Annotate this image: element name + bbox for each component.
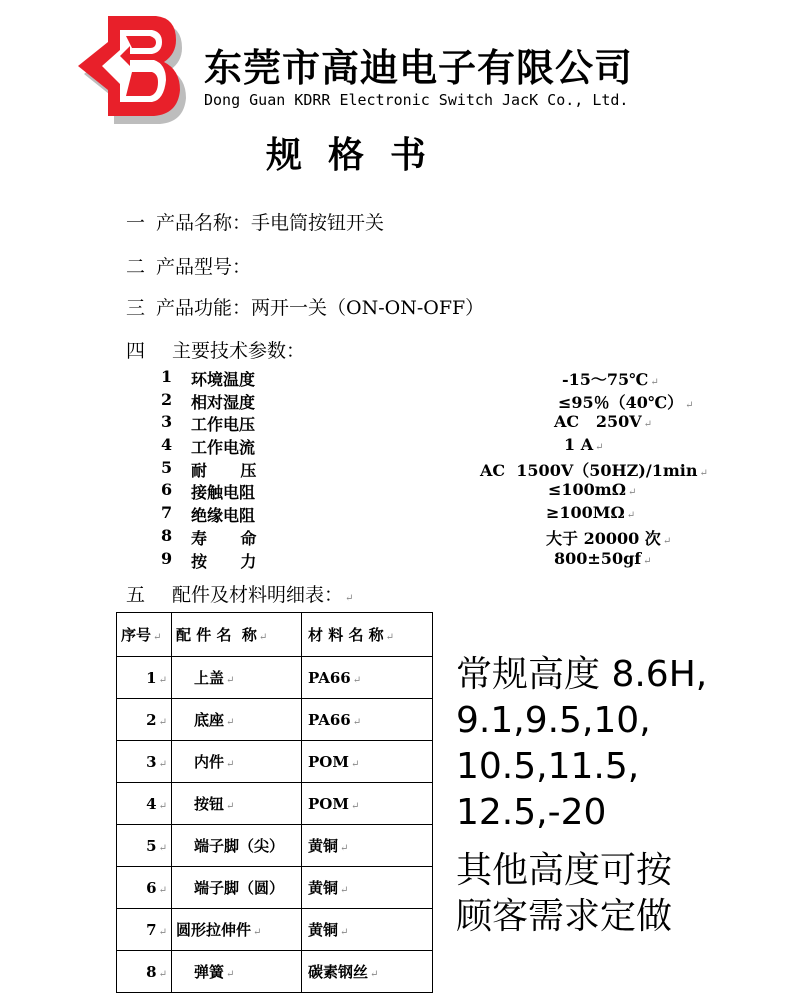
row-material: 黄铜 ↵: [302, 825, 433, 867]
row-no: 5 ↵: [117, 825, 172, 867]
row-material: PA66 ↵: [302, 699, 433, 741]
parameter-name: 按 力: [191, 551, 257, 571]
row-no: 3 ↵: [117, 741, 172, 783]
parameter-index: 2: [161, 389, 173, 409]
note-line: 12.5,-20: [456, 792, 607, 833]
parameter-name: 相对湿度: [191, 392, 256, 412]
section-number: 二: [126, 256, 146, 278]
parameter-value: AC 1500V（50HZ)/1min ↵: [480, 460, 708, 480]
row-material: 黄铜 ↵: [302, 867, 433, 909]
section-tech-params: [126, 336, 305, 363]
section-product-name: [126, 208, 384, 235]
parameter-name: 工作电压: [191, 415, 256, 435]
note-line: 顾客需求定做: [456, 896, 673, 937]
row-no: 7 ↵: [117, 909, 172, 951]
parameter-row: [158, 390, 698, 413]
parameter-name: 接触电阻: [191, 483, 256, 503]
section-text: 配件及材料明细表：: [172, 584, 344, 606]
section-number: 四: [126, 340, 146, 362]
company-name-en: Dong Guan KDRR Electronic Switch JacK Co., Ltd.: [204, 91, 629, 109]
row-part: 按钮 ↵: [172, 783, 302, 825]
row-material: POM ↵: [302, 783, 433, 825]
parameter-row: [158, 457, 708, 481]
parameter-index: 8: [161, 525, 173, 545]
parameter-value: ≥100MΩ ↵: [546, 503, 636, 523]
row-part: 上盖 ↵: [172, 657, 302, 699]
table-row: [117, 825, 433, 867]
row-part: 端子脚（圆）: [172, 867, 302, 909]
section-text: 主要技术参数：: [172, 340, 306, 362]
section-text: 产品功能：两开一关（ON-ON-OFF）: [156, 297, 485, 319]
row-no: 1 ↵: [117, 657, 172, 699]
parameter-index: 4: [161, 435, 173, 455]
parameter-row: [158, 480, 698, 503]
parameter-name: 绝缘电阻: [191, 506, 256, 526]
note-line: 常规高度 8.6H,: [456, 654, 708, 695]
row-part: 内件 ↵: [172, 741, 302, 783]
height-options-note: [456, 652, 707, 836]
parameter-row: [158, 549, 698, 572]
table-row: [117, 741, 433, 783]
parameter-list: [158, 367, 708, 571]
row-material: PA66 ↵: [302, 657, 433, 699]
table-row: [117, 699, 433, 741]
section-number: 三: [126, 297, 146, 319]
parameter-index: 7: [161, 503, 173, 523]
parameter-index: 3: [161, 412, 173, 432]
row-no: 4 ↵: [117, 783, 172, 825]
parameter-index: 5: [161, 457, 173, 477]
parameter-value: ≤95％（40℃） ↵: [558, 392, 694, 412]
table-row: [117, 909, 433, 951]
parameter-value: AC 250V ↵: [554, 412, 653, 432]
table-row: [117, 783, 433, 825]
company-logo-icon: [70, 10, 192, 140]
row-material: 碳素钢丝 ↵: [302, 951, 433, 993]
row-no: 2 ↵: [117, 699, 172, 741]
note-line: 其他高度可按: [456, 850, 673, 891]
parameter-value: 1 A ↵: [564, 435, 604, 455]
section-number: 五: [126, 584, 146, 606]
parameter-row: [158, 526, 698, 549]
parameter-name: 环境温度: [191, 370, 256, 389]
column-header-no: 序号 ↵: [117, 613, 172, 657]
company-name-cn: 东莞市高迪电子有限公司: [204, 46, 634, 90]
row-no: 6 ↵: [117, 867, 172, 909]
parameter-value: 大于 20000 次 ↵: [546, 528, 672, 548]
parameter-name: 工作电流: [191, 438, 256, 458]
parameter-index: 6: [161, 480, 173, 500]
table-row: [117, 951, 433, 993]
parameter-index: 1: [161, 367, 173, 386]
parameter-row: [158, 503, 698, 526]
note-line: 10.5,11.5,: [456, 746, 640, 787]
parameter-name: 耐 压: [191, 460, 257, 480]
row-part: 底座 ↵: [172, 699, 302, 741]
custom-height-note: [456, 848, 672, 940]
table-row: [117, 867, 433, 909]
table-header-row: [117, 613, 433, 657]
row-part: 圆形拉伸件 ↵: [172, 909, 302, 951]
parameter-row: [158, 412, 698, 435]
note-line: 9.1,9.5,10,: [456, 700, 651, 741]
bom-table: [116, 612, 433, 993]
section-number: 一: [126, 212, 146, 234]
column-header-material: 材 料 名 称 ↵: [302, 613, 433, 657]
section-product-function: [126, 293, 484, 320]
row-no: 8 ↵: [117, 951, 172, 993]
parameter-name: 寿 命: [191, 528, 257, 548]
parameter-value: -15～75℃ ↵: [562, 370, 659, 389]
parameter-row: [158, 435, 698, 458]
row-material: POM ↵: [302, 741, 433, 783]
row-part: 弹簧 ↵: [172, 951, 302, 993]
section-bom: 五 配件及材料明细表： ↵: [126, 580, 353, 607]
column-header-part: 配 件 名 称 ↵: [172, 613, 302, 657]
parameter-index: 9: [161, 548, 173, 568]
row-part: 端子脚（尖）: [172, 825, 302, 867]
section-text: 产品名称：手电筒按钮开关: [156, 212, 385, 234]
document-title: 规格书: [266, 135, 453, 176]
section-text: 产品型号：: [156, 256, 252, 278]
parameter-row: [158, 367, 698, 390]
parameter-value: ≤100mΩ ↵: [548, 480, 637, 500]
table-row: [117, 657, 433, 699]
row-material: 黄铜 ↵: [302, 909, 433, 951]
section-product-model: [126, 252, 251, 279]
parameter-value: 800±50gf ↵: [554, 548, 652, 568]
